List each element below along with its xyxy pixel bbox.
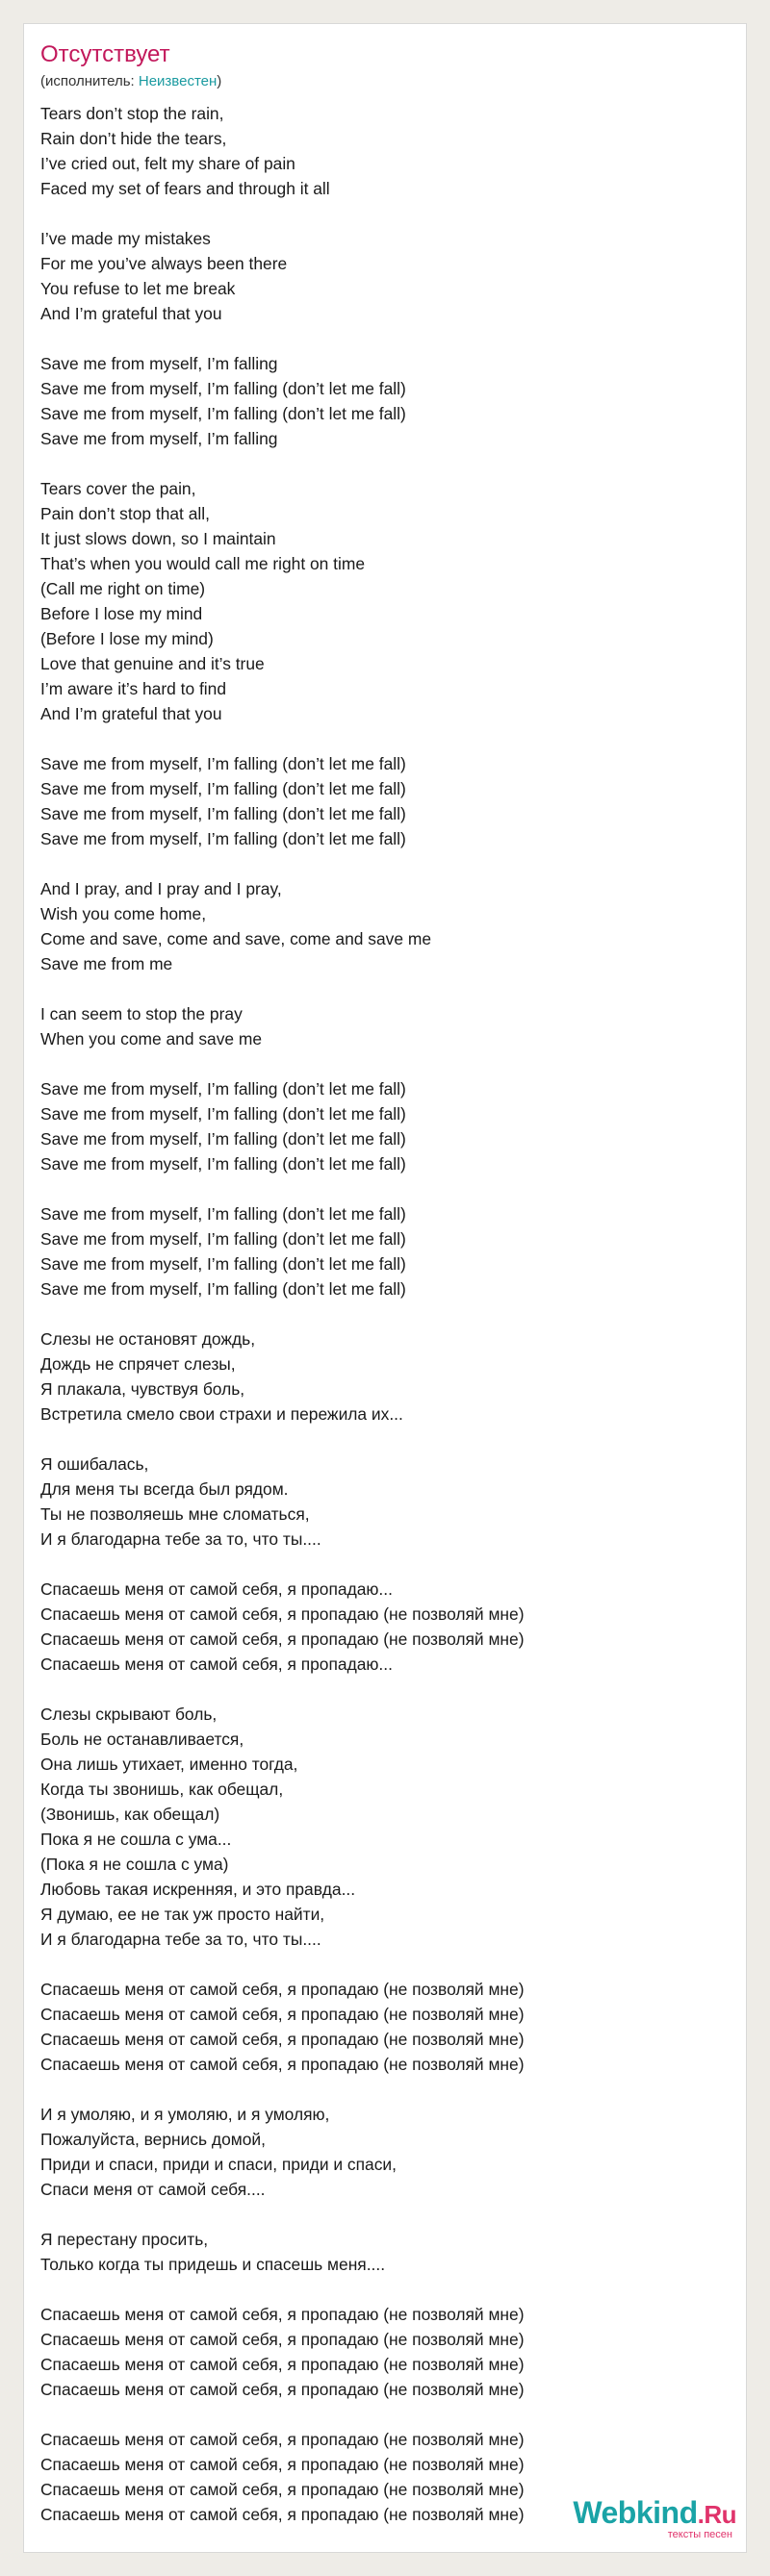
webkind-logo[interactable] xyxy=(573,2496,736,2540)
lyric-line: Love that genuine and it’s true xyxy=(40,654,265,673)
lyric-line: Save me from myself, I’m falling (don’t let me fall) xyxy=(40,1254,406,1274)
lyric-line: (Пока я не сошла с ума) xyxy=(40,1855,229,1874)
logo-name: Webkind xyxy=(573,2495,698,2530)
lyric-line: (Before I lose my mind) xyxy=(40,629,214,648)
lyric-line: That’s when you would call me right on time xyxy=(40,554,366,573)
stanza-break xyxy=(40,1051,736,1076)
stanza-break xyxy=(40,1952,736,1977)
lyric-line: Спасаешь меня от самой себя, я пропадаю (не позволяй мне) xyxy=(40,2380,525,2399)
lyric-line: Спасаешь меня от самой себя, я пропадаю (не позволяй мне) xyxy=(40,2005,525,2024)
artist-prefix: (исполнитель: xyxy=(40,73,139,89)
lyric-line: Спасаешь меня от самой себя, я пропадаю... xyxy=(40,1654,393,1674)
logo-tagline: тексты песен xyxy=(667,2529,732,2540)
lyric-line: Faced my set of fears and through it all xyxy=(40,179,330,198)
lyric-line: And I pray, and I pray and I pray, xyxy=(40,879,282,898)
lyric-line: Слезы скрывают боль, xyxy=(40,1705,218,1724)
lyric-line: Save me from myself, I’m falling (don’t let me fall) xyxy=(40,1154,406,1174)
lyric-line: It just slows down, so I maintain xyxy=(40,529,276,548)
stanza-break xyxy=(40,976,736,1001)
lyric-line: Она лишь утихает, именно тогда, xyxy=(40,1755,298,1774)
stanza-break xyxy=(40,851,736,876)
lyric-line: Я плакала, чувствуя боль, xyxy=(40,1379,245,1399)
lyric-line: Спасаешь меня от самой себя, я пропадаю (не позволяй мне) xyxy=(40,2355,525,2374)
lyric-line: И я благодарна тебе за то, что ты.... xyxy=(40,1529,321,1549)
lyric-line: Ты не позволяешь мне сломаться, xyxy=(40,1504,310,1524)
stanza-break xyxy=(40,2402,736,2427)
lyric-line: Save me from myself, I’m falling (don’t let me fall) xyxy=(40,404,406,423)
lyric-line: Пока я не сошла с ума... xyxy=(40,1830,232,1849)
lyric-line: (Call me right on time) xyxy=(40,579,206,598)
stanza-break xyxy=(40,1552,736,1577)
lyric-line: Save me from myself, I’m falling xyxy=(40,354,278,373)
lyric-line: Save me from myself, I’m falling (don’t let me fall) xyxy=(40,829,406,848)
lyric-line: Save me from myself, I’m falling (don’t let me fall) xyxy=(40,1079,406,1099)
lyrics-card xyxy=(23,23,747,2553)
lyric-line: Спасаешь меня от самой себя, я пропадаю (не позволяй мне) xyxy=(40,2480,525,2499)
lyric-line: Спасаешь меня от самой себя, я пропадаю (не позволяй мне) xyxy=(40,2430,525,2449)
lyric-line: I’ve made my mistakes xyxy=(40,229,211,248)
lyric-line: Спаси меня от самой себя.... xyxy=(40,2180,266,2199)
lyric-line: Только когда ты придешь и спасешь меня.... xyxy=(40,2255,386,2274)
lyric-line: Пожалуйста, вернись домой, xyxy=(40,2130,266,2149)
lyric-line: Для меня ты всегда был рядом. xyxy=(40,1479,289,1499)
stanza-break xyxy=(40,1176,736,1201)
lyric-line: Боль не останавливается, xyxy=(40,1730,244,1749)
lyric-line: Спасаешь меня от самой себя, я пропадаю... xyxy=(40,1579,393,1599)
lyric-line: And I’m grateful that you xyxy=(40,704,222,723)
lyric-line: Любовь такая искренняя, и это правда... xyxy=(40,1880,356,1899)
lyric-line: Дождь не спрячет слезы, xyxy=(40,1354,236,1374)
lyric-line: When you come and save me xyxy=(40,1029,263,1048)
lyric-line: Я ошибалась, xyxy=(40,1454,149,1474)
lyric-line: And I’m grateful that you xyxy=(40,304,222,323)
lyric-line: Save me from myself, I’m falling (don’t let me fall) xyxy=(40,804,406,823)
artist-link[interactable]: Неизвестен xyxy=(138,73,218,89)
lyric-line: Я думаю, ее не так уж просто найти, xyxy=(40,1905,325,1924)
lyric-line: Tears cover the pain, xyxy=(40,479,196,498)
artist-line xyxy=(40,72,221,91)
lyric-line: I’m aware it’s hard to find xyxy=(40,679,226,698)
lyric-line: Tears don’t stop the rain, xyxy=(40,104,224,123)
stanza-break xyxy=(40,726,736,751)
stanza-break xyxy=(40,326,736,351)
stanza-break xyxy=(40,1301,736,1326)
lyric-line: Wish you come home, xyxy=(40,904,207,923)
lyric-line: Спасаешь меня от самой себя, я пропадаю (не позволяй мне) xyxy=(40,1604,525,1624)
lyric-line: For me you’ve always been there xyxy=(40,254,288,273)
lyric-line: (Звонишь, как обещал) xyxy=(40,1805,220,1824)
lyric-line: Спасаешь меня от самой себя, я пропадаю (не позволяй мне) xyxy=(40,2455,525,2474)
song-title: Отсутствует xyxy=(40,41,170,67)
lyric-line: Слезы не остановят дождь, xyxy=(40,1329,256,1349)
logo-wordmark xyxy=(573,2496,736,2531)
lyric-line: Save me from myself, I’m falling (don’t let me fall) xyxy=(40,379,406,398)
lyric-line: You refuse to let me break xyxy=(40,279,236,298)
lyric-line: Before I lose my mind xyxy=(40,604,203,623)
stanza-break xyxy=(40,451,736,476)
lyric-line: Save me from myself, I’m falling (don’t let me fall) xyxy=(40,1204,406,1224)
stanza-break xyxy=(40,2277,736,2302)
lyric-line: I can seem to stop the pray xyxy=(40,1004,243,1023)
stanza-break xyxy=(40,1427,736,1452)
stanza-break xyxy=(40,1677,736,1702)
lyric-line: Спасаешь меня от самой себя, я пропадаю (не позволяй мне) xyxy=(40,1629,525,1649)
stanza-break xyxy=(40,201,736,226)
lyric-line: Встретила смело свои страхи и пережила их... xyxy=(40,1404,403,1424)
lyric-line: Save me from myself, I’m falling (don’t let me fall) xyxy=(40,1129,406,1149)
lyric-line: Save me from myself, I’m falling xyxy=(40,429,278,448)
lyric-line: Pain don’t stop that all, xyxy=(40,504,210,523)
lyric-line: Save me from myself, I’m falling (don’t let me fall) xyxy=(40,779,406,798)
lyric-line: Rain don’t hide the tears, xyxy=(40,129,227,148)
lyric-line: Save me from myself, I’m falling (don’t let me fall) xyxy=(40,1229,406,1249)
lyric-line: Спасаешь меня от самой себя, я пропадаю (не позволяй мне) xyxy=(40,2030,525,2049)
lyric-line: I’ve cried out, felt my share of pain xyxy=(40,154,295,173)
lyric-line: Спасаешь меня от самой себя, я пропадаю (не позволяй мне) xyxy=(40,2055,525,2074)
lyric-line: Спасаешь меня от самой себя, я пропадаю (не позволяй мне) xyxy=(40,2305,525,2324)
lyric-line: Save me from me xyxy=(40,954,173,973)
stanza-break xyxy=(40,2202,736,2227)
lyric-line: И я умоляю, и я умоляю, и я умоляю, xyxy=(40,2105,330,2124)
logo-tld: .Ru xyxy=(697,2500,736,2529)
artist-suffix: ) xyxy=(217,73,222,89)
lyric-line: Save me from myself, I’m falling (don’t let me fall) xyxy=(40,1104,406,1124)
lyric-line: Save me from myself, I’m falling (don’t let me fall) xyxy=(40,754,406,773)
lyric-line: Save me from myself, I’m falling (don’t let me fall) xyxy=(40,1279,406,1299)
lyric-line: Come and save, come and save, come and save me xyxy=(40,929,431,948)
lyric-line: Спасаешь меня от самой себя, я пропадаю (не позволяй мне) xyxy=(40,2330,525,2349)
lyric-line: Спасаешь меня от самой себя, я пропадаю (не позволяй мне) xyxy=(40,1980,525,1999)
lyric-line: Приди и спаси, приди и спаси, приди и спаси, xyxy=(40,2155,397,2174)
lyric-line: Когда ты звонишь, как обещал, xyxy=(40,1780,284,1799)
lyric-line: Я перестану просить, xyxy=(40,2230,209,2249)
stanza-break xyxy=(40,2077,736,2102)
lyric-line: Спасаешь меня от самой себя, я пропадаю (не позволяй мне) xyxy=(40,2505,525,2524)
lyric-line: И я благодарна тебе за то, что ты.... xyxy=(40,1930,321,1949)
lyrics-body xyxy=(40,101,736,2527)
